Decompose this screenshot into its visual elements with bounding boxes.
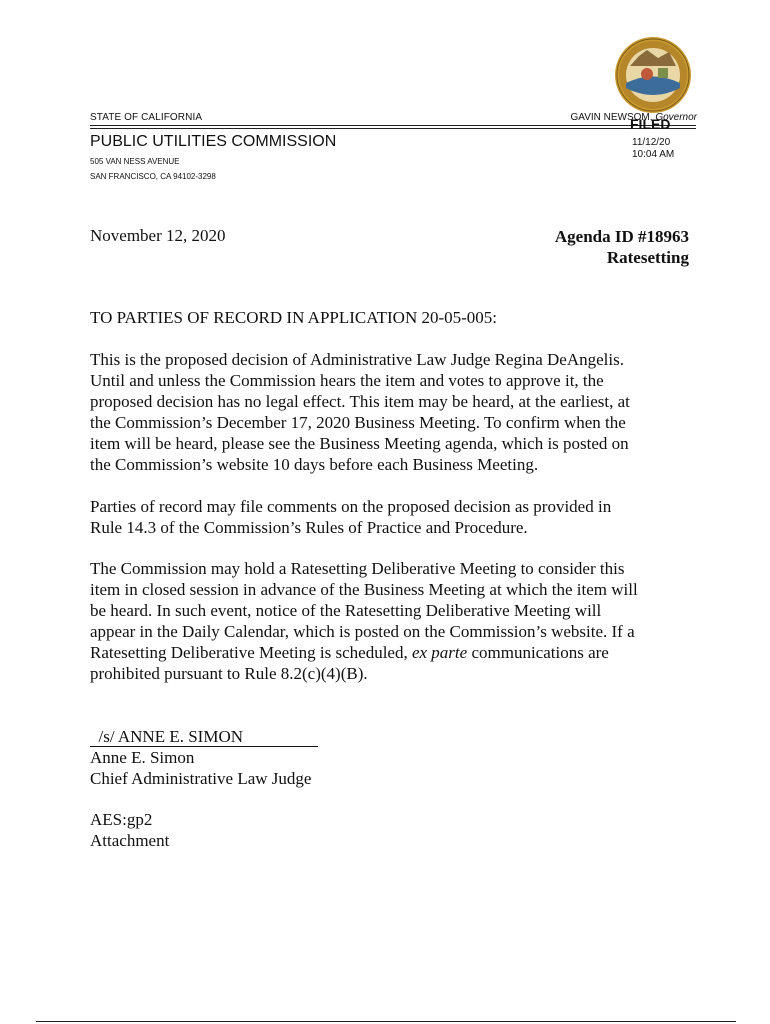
proceeding-type: Ratesetting — [606, 248, 689, 267]
governor-title: Governor — [655, 112, 697, 123]
filed-date: 11/12/20 — [632, 137, 671, 148]
paragraph-line: the Commission’s December 17, 2020 Business Meeting. To confirm when the — [90, 413, 626, 432]
filed-time: 10:04 AM — [632, 149, 675, 160]
ex-parte-term: ex parte — [411, 643, 468, 662]
header-rule — [90, 128, 696, 129]
reference-block — [90, 809, 169, 851]
signer-name: Anne E. Simon — [90, 748, 195, 767]
signature-block — [90, 726, 318, 789]
paragraph-line: The Commission may hold a Ratesetting Deliberative Meeting to consider this — [90, 559, 625, 578]
commission-name: PUBLIC UTILITIES COMMISSION — [90, 133, 337, 150]
paragraph-line: Rule 14.3 of the Commission’s Rules of Practice and Procedure. — [90, 518, 528, 537]
paragraph-line: appear in the Daily Calendar, which is posted on the Commission’s website. If a — [90, 622, 635, 641]
state-seal-icon — [614, 36, 692, 114]
address-city: SAN FRANCISCO, CA 94102-3298 — [90, 172, 216, 181]
agenda-id: Agenda ID #18963 — [554, 227, 689, 246]
line-text: Ratesetting Deliberative Meeting is scheduled, — [90, 643, 412, 662]
paragraph-line: This is the proposed decision of Administrative Law Judge Regina DeAngelis. — [90, 350, 624, 369]
paragraph-line: Until and unless the Commission hears the item and votes to approve it, the — [90, 371, 604, 390]
signature-line — [90, 727, 318, 747]
filed-stamp: FILED — [630, 116, 671, 132]
paragraph-line: prohibited pursuant to Rule 8.2(c)(4)(B). — [90, 664, 368, 683]
footer-rule — [36, 1021, 736, 1022]
signer-title: Chief Administrative Law Judge — [90, 769, 312, 788]
governor-name: GAVIN NEWSOM, — [570, 112, 653, 123]
paragraph-line — [90, 642, 690, 663]
paragraph-line: item will be heard, please see the Business Meeting agenda, which is posted on — [90, 434, 629, 453]
paragraph-line: Parties of record may file comments on the proposed decision as provided in — [90, 497, 612, 516]
paragraph-line: be heard. In such event, notice of the Ratesetting Deliberative Meeting will — [90, 601, 602, 620]
paragraph-proposed-decision — [90, 349, 690, 475]
agenda-block — [555, 226, 689, 268]
address-street: 505 VAN NESS AVENUE — [90, 157, 180, 166]
salutation: TO PARTIES OF RECORD IN APPLICATION 20-05-005: — [90, 308, 498, 327]
header-rule — [90, 125, 696, 126]
reference-initials: AES:gp2 — [90, 810, 153, 829]
signature-text: /s/ ANNE E. SIMON — [98, 727, 244, 746]
state-name: STATE OF CALIFORNIA — [90, 112, 203, 123]
paragraph-comments — [90, 496, 690, 538]
paragraph-line: the Commission’s website 10 days before each Business Meeting. — [90, 455, 539, 474]
paragraph-line: item in closed session in advance of the Business Meeting at which the item will — [90, 580, 638, 599]
letter-date: November 12, 2020 — [90, 226, 226, 245]
paragraph-deliberative-meeting — [90, 558, 690, 684]
line-text: communications are — [467, 643, 609, 662]
enclosure-note: Attachment — [90, 831, 170, 850]
paragraph-line: proposed decision has no legal effect. This item may be heard, at the earliest, at — [90, 392, 630, 411]
